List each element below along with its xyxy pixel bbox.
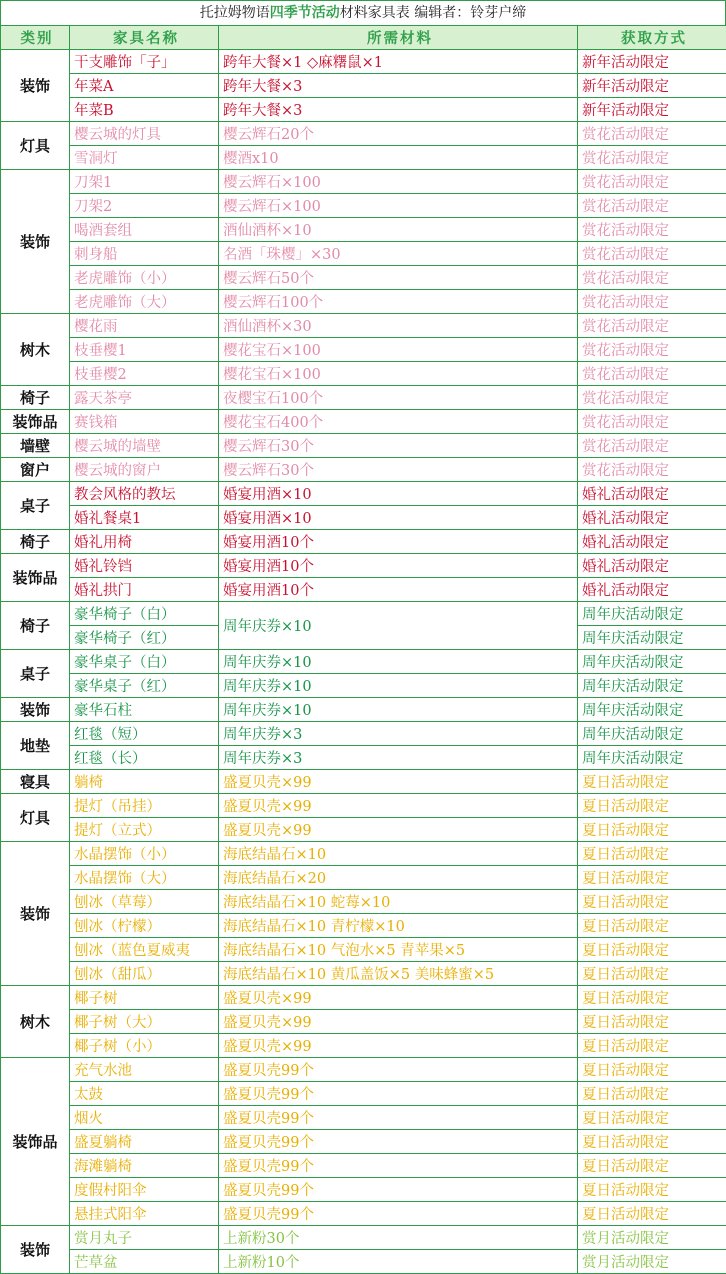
table-row (1, 1082, 726, 1106)
item-method: 夏日活动限定 (578, 818, 726, 842)
item-name: 豪华椅子（红） (70, 626, 219, 650)
table-row (1, 1178, 726, 1202)
item-method: 婚礼活动限定 (578, 506, 726, 530)
item-method: 周年庆活动限定 (578, 602, 726, 626)
table-row (1, 794, 726, 818)
item-method: 夏日活动限定 (578, 794, 726, 818)
item-method: 赏花活动限定 (578, 290, 726, 314)
item-method: 周年庆活动限定 (578, 674, 726, 698)
table-row (1, 218, 726, 242)
item-materials: 婚宴用酒×10 (219, 506, 578, 530)
item-materials: 周年庆券×3 (219, 746, 578, 770)
category-cell: 装饰 (1, 698, 70, 722)
table-row (1, 290, 726, 314)
item-method: 夏日活动限定 (578, 1130, 726, 1154)
category-cell: 装饰 (1, 1226, 70, 1274)
item-materials: 周年庆券×10 (219, 674, 578, 698)
table-row (1, 746, 726, 770)
table-row (1, 962, 726, 986)
item-name: 椰子树 (70, 986, 219, 1010)
item-method: 夏日活动限定 (578, 1058, 726, 1082)
item-method: 赏花活动限定 (578, 386, 726, 410)
category-cell: 墙壁 (1, 434, 70, 458)
table-row (1, 50, 726, 74)
table-row (1, 602, 726, 626)
item-materials: 盛夏贝壳×99 (219, 794, 578, 818)
table-row (1, 674, 726, 698)
table-row (1, 1058, 726, 1082)
item-method: 夏日活动限定 (578, 1202, 726, 1226)
item-materials: 海底结晶石×10 气泡水×5 青苹果×5 (219, 938, 578, 962)
item-materials: 盛夏贝壳×99 (219, 818, 578, 842)
item-method: 赏花活动限定 (578, 218, 726, 242)
item-method: 婚礼活动限定 (578, 482, 726, 506)
item-name: 婚礼拱门 (70, 578, 219, 602)
item-method: 新年活动限定 (578, 74, 726, 98)
item-name: 水晶摆饰（大） (70, 866, 219, 890)
item-materials: 周年庆券×10 (219, 602, 578, 650)
category-cell: 灯具 (1, 122, 70, 170)
item-method: 夏日活动限定 (578, 1082, 726, 1106)
item-materials: 樱云辉石×100 (219, 170, 578, 194)
item-name: 红毯（长） (70, 746, 219, 770)
table-row (1, 866, 726, 890)
item-materials: 上新粉10个 (219, 1250, 578, 1274)
item-materials: 周年庆券×10 (219, 698, 578, 722)
category-cell: 装饰品 (1, 554, 70, 602)
item-method: 夏日活动限定 (578, 962, 726, 986)
item-name: 盛夏躺椅 (70, 1130, 219, 1154)
item-name: 雪洞灯 (70, 146, 219, 170)
table-row (1, 242, 726, 266)
category-cell: 桌子 (1, 650, 70, 698)
item-materials: 樱花宝石×100 (219, 362, 578, 386)
table-row (1, 986, 726, 1010)
item-name: 豪华石柱 (70, 698, 219, 722)
item-name: 枝垂樱2 (70, 362, 219, 386)
item-materials: 海底结晶石×10 黄瓜盖饭×5 美味蜂蜜×5 (219, 962, 578, 986)
header-name: 家具名称 (70, 26, 219, 50)
item-name: 刨冰（草莓） (70, 890, 219, 914)
category-cell: 地垫 (1, 722, 70, 770)
item-method: 夏日活动限定 (578, 842, 726, 866)
item-method: 赏花活动限定 (578, 338, 726, 362)
item-materials: 婚宴用酒10个 (219, 530, 578, 554)
item-name: 刨冰（柠檬） (70, 914, 219, 938)
item-materials: 盛夏贝壳99个 (219, 1154, 578, 1178)
item-name: 年菜B (70, 98, 219, 122)
item-name: 豪华桌子（红） (70, 674, 219, 698)
title-prefix: 托拉姆物语 (200, 5, 270, 21)
table-row (1, 482, 726, 506)
item-method: 赏花活动限定 (578, 434, 726, 458)
item-materials: 海底结晶石×10 青柠檬×10 (219, 914, 578, 938)
category-cell: 树木 (1, 986, 70, 1058)
category-cell: 寝具 (1, 770, 70, 794)
item-name: 刨冰（甜瓜） (70, 962, 219, 986)
item-name: 樱花雨 (70, 314, 219, 338)
item-method: 赏花活动限定 (578, 410, 726, 434)
item-method: 赏花活动限定 (578, 122, 726, 146)
item-method: 赏花活动限定 (578, 266, 726, 290)
item-method: 夏日活动限定 (578, 1178, 726, 1202)
item-method: 赏花活动限定 (578, 242, 726, 266)
item-materials: 夜樱宝石100个 (219, 386, 578, 410)
category-cell: 装饰品 (1, 1058, 70, 1226)
item-materials: 樱云辉石×100 (219, 194, 578, 218)
item-materials: 樱花宝石×100 (219, 338, 578, 362)
item-name: 度假村阳伞 (70, 1178, 219, 1202)
item-materials: 海底结晶石×10 (219, 842, 578, 866)
table-row (1, 1226, 726, 1250)
item-name: 海滩躺椅 (70, 1154, 219, 1178)
item-materials: 盛夏贝壳99个 (219, 1202, 578, 1226)
table-row (1, 650, 726, 674)
item-name: 刀架2 (70, 194, 219, 218)
table-row (1, 74, 726, 98)
item-name: 芒草盆 (70, 1250, 219, 1274)
item-materials: 婚宴用酒10个 (219, 578, 578, 602)
table-row (1, 938, 726, 962)
item-method: 夏日活动限定 (578, 986, 726, 1010)
header-method: 获取方式 (578, 26, 726, 50)
table-row (1, 386, 726, 410)
item-materials: 盛夏贝壳99个 (219, 1058, 578, 1082)
item-method: 新年活动限定 (578, 50, 726, 74)
category-cell: 椅子 (1, 386, 70, 410)
item-materials: 樱云辉石50个 (219, 266, 578, 290)
page-title (0, 0, 726, 25)
item-name: 刀架1 (70, 170, 219, 194)
item-name: 刺身船 (70, 242, 219, 266)
item-name: 婚礼餐桌1 (70, 506, 219, 530)
item-name: 充气水池 (70, 1058, 219, 1082)
item-materials: 盛夏贝壳×99 (219, 1010, 578, 1034)
table-row (1, 554, 726, 578)
item-name: 枝垂樱1 (70, 338, 219, 362)
item-materials: 跨年大餐×3 (219, 74, 578, 98)
item-method: 夏日活动限定 (578, 866, 726, 890)
item-method: 夏日活动限定 (578, 1106, 726, 1130)
category-cell: 装饰 (1, 842, 70, 986)
item-name: 喝酒套组 (70, 218, 219, 242)
table-row (1, 578, 726, 602)
item-materials: 盛夏贝壳×99 (219, 1034, 578, 1058)
item-materials: 海底结晶石×10 蛇莓×10 (219, 890, 578, 914)
title-suffix: 材料家具表 编辑者：铃芽户缔 (340, 5, 526, 21)
item-method: 周年庆活动限定 (578, 698, 726, 722)
table-row (1, 458, 726, 482)
item-method: 婚礼活动限定 (578, 554, 726, 578)
item-materials: 盛夏贝壳99个 (219, 1106, 578, 1130)
table-row (1, 1130, 726, 1154)
item-materials: 海底结晶石×20 (219, 866, 578, 890)
item-name: 水晶摆饰（小） (70, 842, 219, 866)
item-name: 婚礼铃铛 (70, 554, 219, 578)
item-materials: 盛夏贝壳99个 (219, 1130, 578, 1154)
item-materials: 婚宴用酒×10 (219, 482, 578, 506)
table-row (1, 122, 726, 146)
item-name: 樱云城的灯具 (70, 122, 219, 146)
item-method: 赏花活动限定 (578, 458, 726, 482)
table-row (1, 1034, 726, 1058)
item-method: 赏月活动限定 (578, 1250, 726, 1274)
item-name: 红毯（短） (70, 722, 219, 746)
category-cell: 灯具 (1, 794, 70, 842)
item-materials: 樱花宝石400个 (219, 410, 578, 434)
item-name: 干支雕饰「子」 (70, 50, 219, 74)
item-materials: 樱酒x10 (219, 146, 578, 170)
item-materials: 跨年大餐×1 ◇麻糬鼠×1 (219, 50, 578, 74)
category-cell: 装饰 (1, 170, 70, 314)
table-row (1, 1154, 726, 1178)
item-method: 赏花活动限定 (578, 146, 726, 170)
item-name: 樱云城的墙壁 (70, 434, 219, 458)
item-name: 樱云城的窗户 (70, 458, 219, 482)
item-materials: 酒仙酒杯×10 (219, 218, 578, 242)
table-body (1, 50, 726, 1274)
category-cell: 椅子 (1, 602, 70, 650)
item-method: 赏花活动限定 (578, 314, 726, 338)
item-method: 夏日活动限定 (578, 938, 726, 962)
item-materials: 婚宴用酒10个 (219, 554, 578, 578)
table-row (1, 266, 726, 290)
table-row (1, 530, 726, 554)
item-method: 赏花活动限定 (578, 362, 726, 386)
furniture-table (0, 25, 726, 1274)
item-name: 提灯（吊挂） (70, 794, 219, 818)
item-name: 老虎雕饰（小） (70, 266, 219, 290)
item-method: 夏日活动限定 (578, 914, 726, 938)
table-row (1, 770, 726, 794)
table-row (1, 818, 726, 842)
table-row (1, 1202, 726, 1226)
table-row (1, 170, 726, 194)
item-name: 刨冰（蓝色夏威夷 (70, 938, 219, 962)
item-method: 周年庆活动限定 (578, 746, 726, 770)
table-row (1, 506, 726, 530)
table-row (1, 914, 726, 938)
item-method: 周年庆活动限定 (578, 650, 726, 674)
item-name: 悬挂式阳伞 (70, 1202, 219, 1226)
header-row (1, 26, 726, 50)
category-cell: 桌子 (1, 482, 70, 530)
item-materials: 名酒「珠樱」×30 (219, 242, 578, 266)
item-name: 年菜A (70, 74, 219, 98)
item-method: 夏日活动限定 (578, 1010, 726, 1034)
item-method: 夏日活动限定 (578, 1034, 726, 1058)
table-row (1, 98, 726, 122)
item-materials: 盛夏贝壳99个 (219, 1178, 578, 1202)
table-row (1, 698, 726, 722)
category-cell: 椅子 (1, 530, 70, 554)
header-category: 类别 (1, 26, 70, 50)
table-row (1, 890, 726, 914)
item-materials: 周年庆券×3 (219, 722, 578, 746)
item-materials: 樱云辉石20个 (219, 122, 578, 146)
table-row (1, 1010, 726, 1034)
item-materials: 樱云辉石100个 (219, 290, 578, 314)
item-materials: 周年庆券×10 (219, 650, 578, 674)
category-cell: 装饰品 (1, 410, 70, 434)
item-name: 赏月丸子 (70, 1226, 219, 1250)
table-row (1, 842, 726, 866)
item-materials: 盛夏贝壳×99 (219, 986, 578, 1010)
table-row (1, 338, 726, 362)
category-cell: 装饰 (1, 50, 70, 122)
item-name: 老虎雕饰（大） (70, 290, 219, 314)
item-name: 豪华桌子（白） (70, 650, 219, 674)
table-row (1, 434, 726, 458)
header-materials: 所需材料 (219, 26, 578, 50)
item-method: 新年活动限定 (578, 98, 726, 122)
item-name: 躺椅 (70, 770, 219, 794)
table-row (1, 1106, 726, 1130)
table-row (1, 314, 726, 338)
item-materials: 盛夏贝壳×99 (219, 770, 578, 794)
item-name: 婚礼用椅 (70, 530, 219, 554)
item-materials: 樱云辉石30个 (219, 434, 578, 458)
item-materials: 樱云辉石30个 (219, 458, 578, 482)
item-method: 赏花活动限定 (578, 170, 726, 194)
item-name: 豪华椅子（白） (70, 602, 219, 626)
item-materials: 酒仙酒杯×30 (219, 314, 578, 338)
item-name: 椰子树（大） (70, 1010, 219, 1034)
item-method: 婚礼活动限定 (578, 530, 726, 554)
item-name: 教会风格的教坛 (70, 482, 219, 506)
item-method: 赏花活动限定 (578, 194, 726, 218)
item-name: 烟火 (70, 1106, 219, 1130)
item-materials: 上新粉30个 (219, 1226, 578, 1250)
table-row (1, 362, 726, 386)
item-materials: 盛夏贝壳99个 (219, 1082, 578, 1106)
table-row (1, 1250, 726, 1274)
item-method: 夏日活动限定 (578, 890, 726, 914)
item-name: 露天茶亭 (70, 386, 219, 410)
table-row (1, 722, 726, 746)
item-method: 夏日活动限定 (578, 1154, 726, 1178)
item-method: 周年庆活动限定 (578, 626, 726, 650)
item-name: 赛钱箱 (70, 410, 219, 434)
item-name: 椰子树（小） (70, 1034, 219, 1058)
item-method: 周年庆活动限定 (578, 722, 726, 746)
category-cell: 窗户 (1, 458, 70, 482)
item-name: 太鼓 (70, 1082, 219, 1106)
item-method: 夏日活动限定 (578, 770, 726, 794)
title-highlight: 四季节活动 (270, 5, 340, 21)
item-materials: 跨年大餐×3 (219, 98, 578, 122)
table-row (1, 146, 726, 170)
item-name: 提灯（立式） (70, 818, 219, 842)
item-method: 赏月活动限定 (578, 1226, 726, 1250)
table-row (1, 194, 726, 218)
table-row (1, 410, 726, 434)
item-method: 婚礼活动限定 (578, 578, 726, 602)
category-cell: 树木 (1, 314, 70, 386)
